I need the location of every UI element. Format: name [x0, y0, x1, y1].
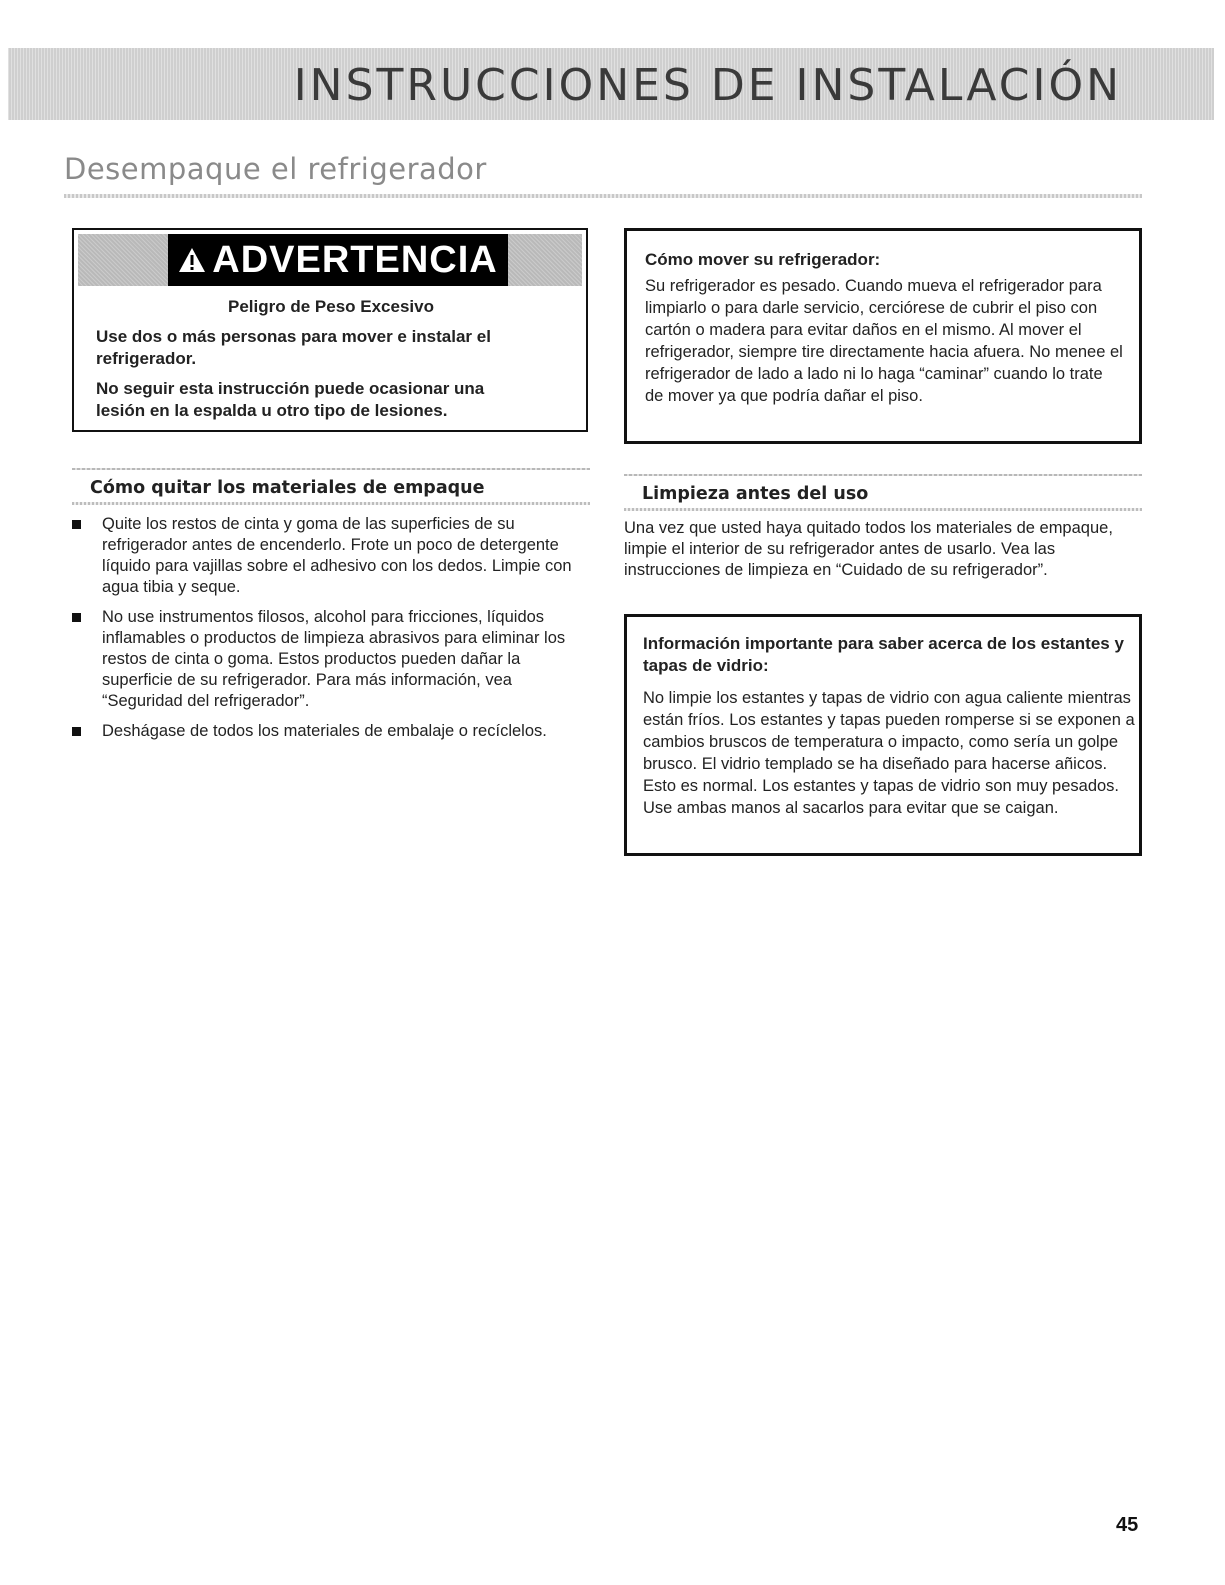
list-item — [72, 514, 592, 598]
list-item-text: Deshágase de todos los materiales de embalaje o recíclelos. — [102, 722, 547, 740]
glass-info-box — [624, 614, 1142, 856]
header-banner — [8, 48, 1214, 120]
glass-heading: Información importante para saber acerca de los estantes y tapas de vidrio: — [643, 634, 1124, 675]
list-item-text: No use instrumentos filosos, alcohol para fricciones, líquidos inflamables o productos de limpieza abrasivos para eliminar los restos de cinta o goma. Estos productos pueden dañar la superficie de su refrigerador. Para más información, vea “Seguridad del refrigerador”. — [102, 608, 566, 710]
section-divider — [64, 194, 1142, 198]
warning-label: ADVERTENCIA — [212, 239, 498, 281]
warning-header — [78, 234, 582, 286]
warning-subtitle: Peligro de Peso Excesivo — [228, 297, 434, 316]
warning-paragraph: Use dos o más personas para mover e instalar el refrigerador. — [96, 327, 491, 368]
square-bullet-icon — [72, 613, 81, 622]
moving-heading: Cómo mover su refrigerador: — [645, 250, 881, 269]
warning-body — [74, 286, 586, 422]
cleaning-rule-top — [624, 474, 1142, 476]
moving-info-box — [624, 228, 1142, 444]
warning-box — [72, 228, 588, 432]
glass-text: No limpie los estantes y tapas de vidrio con agua caliente mientras están fríos. Los estantes y tapas pueden romperse si se exponen a cambios bruscos de temperatura o impacto, como sería un golpe brusco. El vidrio templado se ha diseñado para hacerse añicos. Esto es normal. Los estantes y tapas de vidrio son muy pesados. Use ambas manos al sacarlos para evitar que se caigan. — [643, 689, 1135, 817]
moving-text: Su refrigerador es pesado. Cuando mueva el refrigerador para limpiarlo o para darle servicio, cerciórese de cubrir el piso con cartón o madera para evitar daños en el mismo. Al mover el refrigerador, siempre tire directamente hacia afuera. No menee el refrigerador de lado a lado ni lo haga “caminar” cuando lo trate de mover ya que podría dañar el piso. — [645, 277, 1123, 405]
list-item-text: Quite los restos de cinta y goma de las superficies de su refrigerador antes de encenderlo. Frote un poco de detergente líquido para vajillas sobre el adhesivo con los dedos. Limpie con agua tibia y seque. — [102, 515, 572, 596]
packaging-heading: Cómo quitar los materiales de empaque — [90, 478, 485, 498]
cleaning-text: Una vez que usted haya quitado todos los materiales de empaque, limpie el interior de su refrigerador antes de usarlo. Vea las instrucciones de limpieza en “Cuidado de su refrigerador”. — [624, 519, 1113, 579]
warning-paragraph: No seguir esta instrucción puede ocasionar una lesión en la espalda u otro tipo de lesiones. — [96, 379, 485, 420]
section-title: Desempaque el refrigerador — [64, 152, 487, 186]
warning-triangle-icon — [178, 247, 206, 273]
packaging-rule-top — [72, 468, 590, 470]
square-bullet-icon — [72, 520, 81, 529]
packaging-list — [72, 514, 592, 751]
page-number: 45 — [1116, 1514, 1139, 1536]
warning-label-band — [168, 234, 508, 286]
packaging-rule-bottom — [72, 502, 590, 505]
banner-title: INSTRUCCIONES DE INSTALACIÓN — [293, 60, 1122, 111]
list-item — [72, 721, 592, 742]
square-bullet-icon — [72, 727, 81, 736]
cleaning-rule-bottom — [624, 508, 1142, 511]
list-item — [72, 607, 592, 712]
cleaning-heading: Limpieza antes del uso — [642, 484, 869, 504]
